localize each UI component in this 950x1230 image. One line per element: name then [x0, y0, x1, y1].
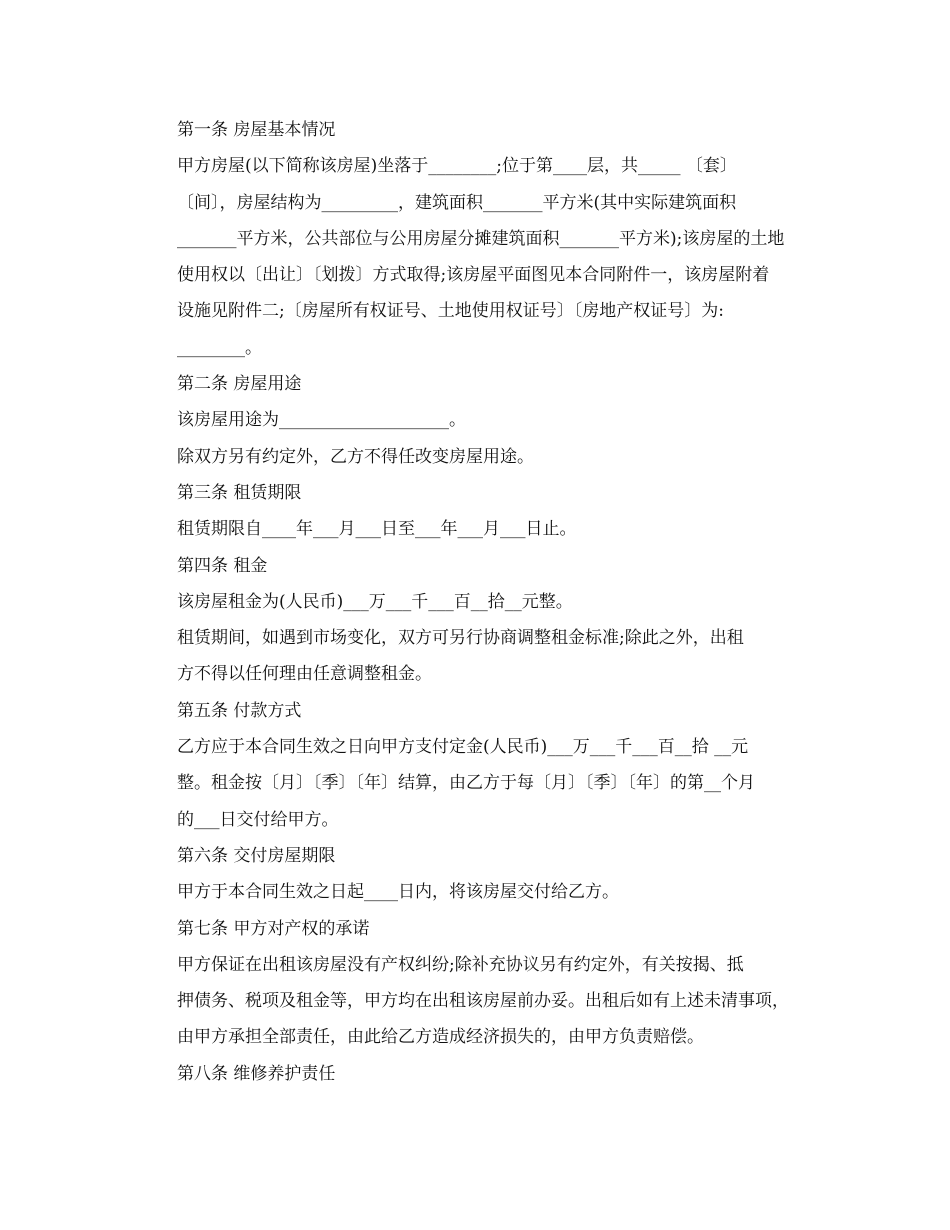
paragraph-line: 由甲方承担全部责任，由此给乙方造成经济损失的，由甲方负责赔偿。	[177, 1027, 704, 1048]
paragraph-line: 甲方保证在出租该房屋没有产权纠纷;除补充协议另有约定外，有关按揭、抵	[177, 954, 744, 975]
article-heading: 第八条 维修养护责任	[177, 1063, 336, 1084]
paragraph-line: 方不得以任何理由任意调整租金。	[177, 664, 432, 685]
paragraph-line: 租赁期间，如遇到市场变化，双方可另行协商调整租金标准;除此之外，出租	[177, 628, 744, 649]
paragraph-line: _______平方米，公共部位与公用房屋分摊建筑面积_______平方米);该房屋的土地	[177, 228, 785, 249]
paragraph-line: 租赁期限自____年___月___日至___年___月___日止。	[177, 519, 577, 540]
article-heading: 第二条 房屋用途	[177, 374, 302, 395]
paragraph-line: 该房屋租金为(人民币)___万___千___百__拾__元整。	[177, 591, 573, 612]
article-paragraph	[141, 584, 813, 620]
article-paragraph	[141, 729, 813, 838]
article-paragraph	[141, 511, 813, 547]
article-paragraph	[141, 439, 813, 475]
article-heading: 第三条 租赁期限	[177, 482, 302, 503]
paragraph-line: ________。	[177, 337, 262, 358]
article-heading: 第一条 房屋基本情况	[177, 120, 336, 140]
paragraph-line: 甲方房屋(以下简称该房屋)坐落于________;位于第____层，共_____ 〔套〕	[177, 156, 737, 177]
article-paragraph	[141, 947, 813, 1056]
article-paragraph	[141, 402, 813, 438]
article-heading: 第五条 付款方式	[177, 700, 302, 721]
article-paragraph	[141, 620, 813, 693]
article-heading: 第七条 甲方对产权的承诺	[177, 918, 370, 939]
article-paragraph	[141, 148, 813, 366]
paragraph-line: 使用权以〔出让〕〔划拨〕方式取得;该房屋平面图见本合同附件一，该房屋附着	[177, 265, 770, 286]
paragraph-line: 乙方应于本合同生效之日向甲方支付定金(人民币)___万___千___百__拾 __元	[177, 737, 749, 758]
paragraph-line: 除双方另有约定外，乙方不得任改变房屋用途。	[177, 446, 534, 467]
article-heading: 第四条 租金	[177, 555, 268, 576]
paragraph-line: 押债务、税项及租金等，甲方均在出租该房屋前办妥。出租后如有上述未清事项，	[177, 991, 789, 1012]
paragraph-line: 整。租金按〔月〕〔季〕〔年〕结算，由乙方于每〔月〕〔季〕〔年〕的第__个月	[177, 773, 755, 794]
paragraph-line: 甲方于本合同生效之日起____日内，将该房屋交付给乙方。	[177, 882, 619, 903]
paragraph-line: 该房屋用途为____________________。	[177, 410, 466, 431]
article-heading: 第六条 交付房屋期限	[177, 845, 336, 866]
contract-body	[141, 112, 813, 1092]
paragraph-line: 〔间〕，房屋结构为_________，建筑面积_______平方米(其中实际建筑面积	[177, 192, 737, 213]
paragraph-line: 的___日交付给甲方。	[177, 809, 339, 830]
paragraph-line: 设施见附件二;〔房屋所有权证号、土地使用权证号〕〔房地产权证号〕为:	[177, 301, 724, 322]
article-paragraph	[141, 874, 813, 910]
